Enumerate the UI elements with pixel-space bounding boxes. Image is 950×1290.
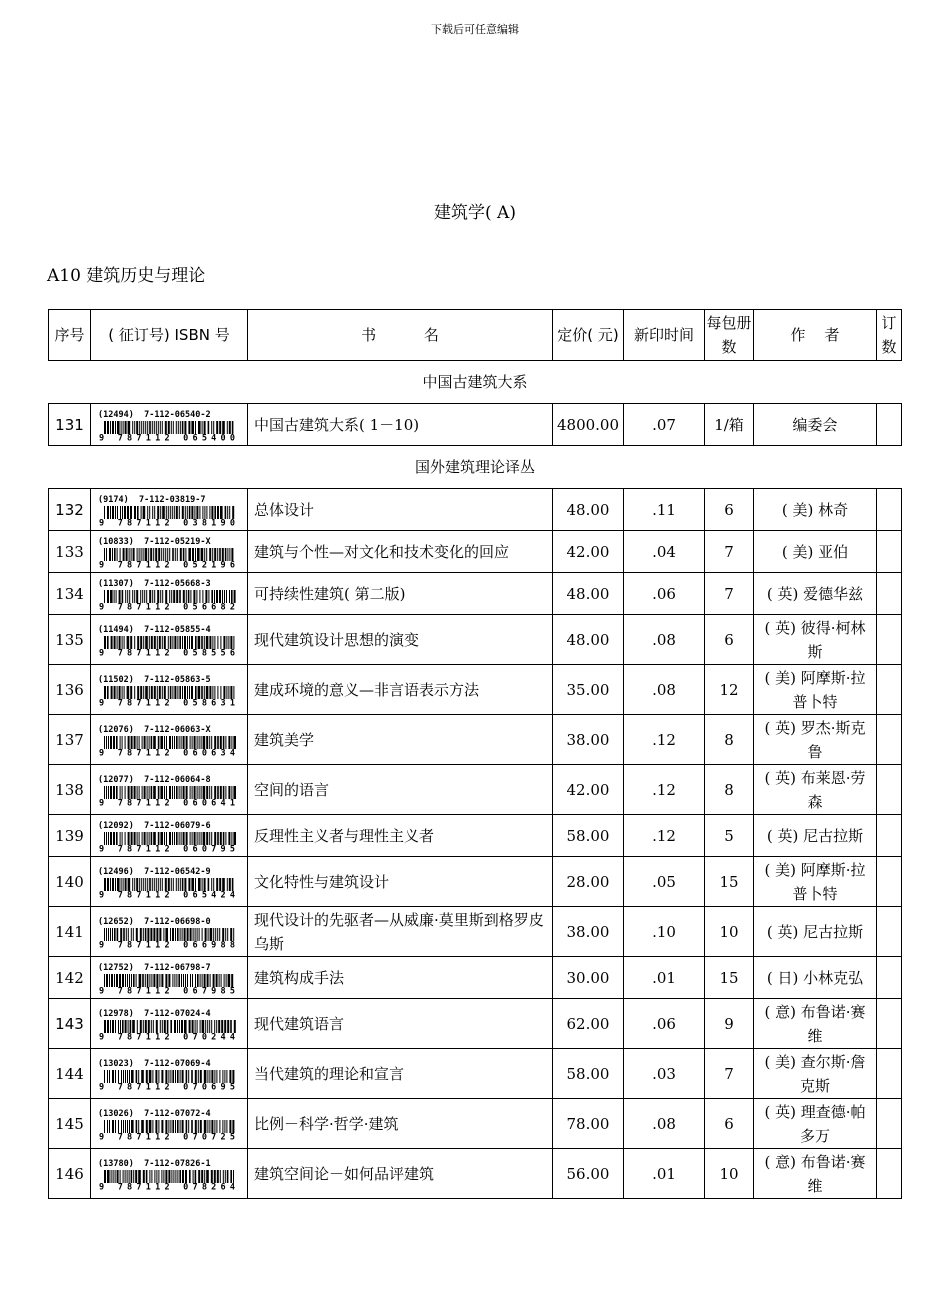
author: ( 英) 彼得·柯林斯	[764, 618, 866, 661]
isbn-number: 7-112-06064-8	[144, 774, 211, 785]
isbn-text	[98, 410, 245, 421]
table-row	[49, 665, 902, 715]
row-number: 142	[49, 957, 91, 999]
barcode-digits: 9 787112 058556	[99, 648, 235, 656]
reprint-date: .06	[624, 573, 705, 615]
isbn-number: 7-112-07826-1	[144, 1158, 211, 1169]
row-number: 132	[49, 489, 91, 531]
order-quantity	[877, 1099, 902, 1149]
book-title: 比例－科学·哲学·建筑	[248, 1099, 553, 1149]
row-number: 143	[49, 999, 91, 1049]
barcode-icon	[98, 548, 238, 568]
pack-quantity: 15	[705, 857, 754, 907]
pack-quantity: 10	[705, 907, 754, 957]
reprint-date: .06	[624, 999, 705, 1049]
order-code: (13780)	[98, 1158, 134, 1169]
author: ( 美) 亚伯	[781, 542, 849, 561]
reprint-date: .08	[624, 1099, 705, 1149]
isbn-number: 7-112-06063-X	[144, 724, 211, 735]
author-cell	[754, 489, 877, 531]
table-row	[49, 765, 902, 815]
author-cell	[754, 573, 877, 615]
table-row	[49, 615, 902, 665]
table-row	[49, 1049, 902, 1099]
isbn-number: 7-112-06079-6	[144, 820, 211, 831]
order-code: (12652)	[98, 916, 134, 927]
isbn-text	[98, 495, 245, 506]
isbn-number: 7-112-03819-7	[138, 494, 206, 505]
book-title: 中国古建筑大系( 1－10)	[248, 404, 553, 446]
group-title: 中国古建筑大系	[49, 361, 902, 404]
price: 28.00	[553, 857, 624, 907]
author: ( 意) 布鲁诺·赛维	[764, 1002, 866, 1045]
reprint-date: .10	[624, 907, 705, 957]
author-cell	[754, 665, 877, 715]
table-row	[49, 907, 902, 957]
order-code: (11307)	[98, 578, 134, 589]
isbn-text	[98, 579, 245, 590]
row-number: 138	[49, 765, 91, 815]
isbn-block	[91, 674, 247, 706]
author-cell	[754, 999, 877, 1049]
barcode-icon	[98, 974, 238, 994]
isbn-block	[91, 1158, 247, 1190]
author-cell	[754, 1099, 877, 1149]
author: ( 英) 爱德华兹	[766, 584, 864, 603]
author: ( 美) 查尔斯·詹克斯	[764, 1052, 866, 1095]
isbn-cell	[91, 615, 248, 665]
barcode-digits: 9 787112 058631	[99, 698, 235, 706]
order-code: (13023)	[98, 1058, 134, 1069]
author-cell	[754, 404, 877, 446]
order-code: (12077)	[98, 774, 134, 785]
barcode-icon	[98, 590, 238, 610]
barcode-icon	[98, 1120, 238, 1140]
reprint-date: .07	[624, 404, 705, 446]
order-quantity	[877, 489, 902, 531]
download-note: 下载后可任意编辑	[431, 23, 519, 36]
barcode-digits: 9 787112 065400	[99, 433, 235, 441]
row-number: 146	[49, 1149, 91, 1199]
barcode-icon	[98, 1070, 238, 1090]
isbn-text	[98, 1009, 245, 1020]
order-code: (12978)	[98, 1008, 134, 1019]
isbn-text	[98, 1059, 245, 1070]
reprint-date: .05	[624, 857, 705, 907]
pack-quantity: 7	[705, 1049, 754, 1099]
order-quantity	[877, 531, 902, 573]
catalog-body	[49, 361, 902, 1199]
isbn-number: 7-112-06542-9	[144, 866, 211, 877]
col-header-price: 定价( 元)	[553, 310, 624, 361]
reprint-date: .11	[624, 489, 705, 531]
isbn-block	[91, 1108, 247, 1140]
barcode-digits: 9 787112 038190	[99, 518, 235, 526]
pack-quantity: 8	[705, 715, 754, 765]
reprint-date: .12	[624, 715, 705, 765]
author-cell	[754, 1049, 877, 1099]
order-quantity	[877, 665, 902, 715]
isbn-block	[91, 1058, 247, 1090]
order-quantity	[877, 765, 902, 815]
isbn-block	[91, 578, 247, 610]
isbn-cell	[91, 1049, 248, 1099]
col-header-isbn: ( 征订号) ISBN 号	[91, 310, 248, 361]
pack-quantity: 9	[705, 999, 754, 1049]
col-header-order: 订数	[877, 310, 902, 361]
barcode-digits: 9 787112 067985	[99, 986, 235, 994]
group-header-row	[49, 361, 902, 404]
isbn-cell	[91, 573, 248, 615]
book-title: 现代设计的先驱者—从威廉·莫里斯到格罗皮乌斯	[248, 907, 553, 957]
table-row	[49, 1149, 902, 1199]
isbn-text	[98, 537, 245, 548]
isbn-block	[91, 409, 247, 441]
book-title: 建筑与个性—对文化和技术变化的回应	[248, 531, 553, 573]
reprint-date: .12	[624, 765, 705, 815]
author: ( 英) 尼古拉斯	[766, 826, 864, 845]
pack-quantity: 7	[705, 531, 754, 573]
isbn-cell	[91, 531, 248, 573]
group-title: 国外建筑理论译丛	[49, 446, 902, 489]
table-row	[49, 957, 902, 999]
author-cell	[754, 907, 877, 957]
author: ( 美) 阿摩斯·拉普卜特	[764, 668, 866, 711]
barcode-icon	[98, 878, 238, 898]
book-title: 可持续性建筑( 第二版)	[248, 573, 553, 615]
isbn-block	[91, 494, 247, 526]
barcode-digits: 9 787112 066988	[99, 940, 235, 948]
barcode-digits: 9 787112 060641	[99, 798, 235, 806]
isbn-text	[98, 821, 245, 832]
row-number: 131	[49, 404, 91, 446]
price: 48.00	[553, 615, 624, 665]
isbn-text	[98, 775, 245, 786]
order-code: (11494)	[98, 624, 134, 635]
row-number: 137	[49, 715, 91, 765]
isbn-block	[91, 774, 247, 806]
author-cell	[754, 715, 877, 765]
row-number: 141	[49, 907, 91, 957]
isbn-number: 7-112-05668-3	[144, 578, 211, 589]
order-quantity	[877, 1049, 902, 1099]
table-row	[49, 489, 902, 531]
book-title: 建成环境的意义—非言语表示方法	[248, 665, 553, 715]
isbn-number: 7-112-05219-X	[144, 536, 211, 547]
section-title: A10 建筑历史与理论	[47, 266, 206, 286]
author-cell	[754, 857, 877, 907]
isbn-block	[91, 536, 247, 568]
isbn-number: 7-112-05863-5	[144, 674, 211, 685]
author: ( 英) 尼古拉斯	[766, 922, 864, 941]
price: 48.00	[553, 573, 624, 615]
isbn-number: 7-112-07024-4	[144, 1008, 211, 1019]
col-header-no: 序号	[49, 310, 91, 361]
price: 48.00	[553, 489, 624, 531]
order-quantity	[877, 715, 902, 765]
pack-quantity: 12	[705, 665, 754, 715]
barcode-icon	[98, 636, 238, 656]
pack-quantity: 6	[705, 615, 754, 665]
price: 58.00	[553, 815, 624, 857]
isbn-text	[98, 867, 245, 878]
barcode-digits: 9 787112 060634	[99, 748, 235, 756]
order-quantity	[877, 999, 902, 1049]
row-number: 136	[49, 665, 91, 715]
order-code: (11502)	[98, 674, 134, 685]
order-code: (12496)	[98, 866, 134, 877]
barcode-digits: 9 787112 070725	[99, 1132, 235, 1140]
author-cell	[754, 615, 877, 665]
header-row	[49, 310, 902, 361]
isbn-text	[98, 675, 245, 686]
pack-quantity: 1/箱	[705, 404, 754, 446]
author: ( 意) 布鲁诺·赛维	[764, 1152, 866, 1195]
reprint-date: .01	[624, 1149, 705, 1199]
isbn-cell	[91, 907, 248, 957]
order-quantity	[877, 857, 902, 907]
reprint-date: .08	[624, 665, 705, 715]
order-code: (13026)	[98, 1108, 134, 1119]
order-code: (12494)	[98, 409, 134, 420]
reprint-date: .12	[624, 815, 705, 857]
pack-quantity: 8	[705, 765, 754, 815]
isbn-cell	[91, 404, 248, 446]
barcode-digits: 9 787112 070695	[99, 1082, 235, 1090]
pack-quantity: 5	[705, 815, 754, 857]
isbn-number: 7-112-06698-0	[144, 916, 211, 927]
price: 58.00	[553, 1049, 624, 1099]
order-quantity	[877, 907, 902, 957]
book-title: 现代建筑语言	[248, 999, 553, 1049]
order-code: (12076)	[98, 724, 134, 735]
isbn-cell	[91, 857, 248, 907]
order-quantity	[877, 957, 902, 999]
isbn-block	[91, 820, 247, 852]
author: ( 英) 罗杰·斯克鲁	[764, 718, 866, 761]
isbn-cell	[91, 765, 248, 815]
isbn-number: 7-112-06798-7	[144, 962, 211, 973]
isbn-block	[91, 724, 247, 756]
isbn-block	[91, 1008, 247, 1040]
pack-quantity: 15	[705, 957, 754, 999]
author: 编委会	[792, 415, 838, 434]
table-row	[49, 999, 902, 1049]
barcode-digits: 9 787112 078264	[99, 1182, 235, 1190]
order-code: (12752)	[98, 962, 134, 973]
isbn-text	[98, 1159, 245, 1170]
author: ( 日) 小林克弘	[766, 968, 864, 987]
author: ( 英) 布莱恩·劳森	[764, 768, 866, 811]
price: 56.00	[553, 1149, 624, 1199]
col-header-name: 书 名	[248, 310, 553, 361]
isbn-text	[98, 917, 245, 928]
barcode-digits: 9 787112 065424	[99, 890, 235, 898]
price: 78.00	[553, 1099, 624, 1149]
book-title: 反理性主义者与理性主义者	[248, 815, 553, 857]
author: ( 美) 林奇	[781, 500, 849, 519]
price: 35.00	[553, 665, 624, 715]
price: 42.00	[553, 531, 624, 573]
barcode-icon	[98, 506, 238, 526]
book-title: 建筑美学	[248, 715, 553, 765]
barcode-icon	[98, 1170, 238, 1190]
barcode-digits: 9 787112 052196	[99, 560, 235, 568]
row-number: 133	[49, 531, 91, 573]
isbn-block	[91, 962, 247, 994]
order-code: (12092)	[98, 820, 134, 831]
pack-quantity: 7	[705, 573, 754, 615]
isbn-cell	[91, 1099, 248, 1149]
author-cell	[754, 957, 877, 999]
table-row	[49, 531, 902, 573]
isbn-number: 7-112-07072-4	[144, 1108, 211, 1119]
order-quantity	[877, 615, 902, 665]
isbn-cell	[91, 489, 248, 531]
col-header-pack: 每包册数	[705, 310, 754, 361]
price: 62.00	[553, 999, 624, 1049]
book-catalog-table	[48, 309, 902, 1199]
reprint-date: .03	[624, 1049, 705, 1099]
barcode-icon	[98, 736, 238, 756]
price: 38.00	[553, 715, 624, 765]
barcode-digits: 9 787112 056682	[99, 602, 235, 610]
reprint-date: .08	[624, 615, 705, 665]
isbn-cell	[91, 1149, 248, 1199]
col-header-date: 新印时间	[624, 310, 705, 361]
isbn-text	[98, 625, 245, 636]
row-number: 145	[49, 1099, 91, 1149]
row-number: 139	[49, 815, 91, 857]
isbn-cell	[91, 957, 248, 999]
isbn-text	[98, 963, 245, 974]
pack-quantity: 6	[705, 489, 754, 531]
book-title: 现代建筑设计思想的演变	[248, 615, 553, 665]
isbn-cell	[91, 665, 248, 715]
table-row	[49, 715, 902, 765]
order-code: (9174)	[98, 494, 129, 505]
book-title: 当代建筑的理论和宣言	[248, 1049, 553, 1099]
barcode-icon	[98, 928, 238, 948]
isbn-number: 7-112-05855-4	[144, 624, 211, 635]
isbn-cell	[91, 715, 248, 765]
row-number: 144	[49, 1049, 91, 1099]
isbn-number: 7-112-06540-2	[144, 409, 211, 420]
book-title: 空间的语言	[248, 765, 553, 815]
barcode-icon	[98, 421, 238, 441]
price: 42.00	[553, 765, 624, 815]
table-row	[49, 404, 902, 446]
book-title: 文化特性与建筑设计	[248, 857, 553, 907]
author-cell	[754, 1149, 877, 1199]
barcode-icon	[98, 686, 238, 706]
row-number: 135	[49, 615, 91, 665]
order-quantity	[877, 1149, 902, 1199]
price: 30.00	[553, 957, 624, 999]
pack-quantity: 6	[705, 1099, 754, 1149]
author: ( 美) 阿摩斯·拉普卜特	[764, 860, 866, 903]
isbn-number: 7-112-07069-4	[144, 1058, 211, 1069]
barcode-icon	[98, 786, 238, 806]
price: 4800.00	[553, 404, 624, 446]
isbn-cell	[91, 815, 248, 857]
table-row	[49, 815, 902, 857]
reprint-date: .01	[624, 957, 705, 999]
barcode-icon	[98, 832, 238, 852]
order-quantity	[877, 404, 902, 446]
isbn-text	[98, 725, 245, 736]
reprint-date: .04	[624, 531, 705, 573]
document-title: 建筑学( A)	[434, 203, 516, 223]
barcode-digits: 9 787112 070244	[99, 1032, 235, 1040]
table-row	[49, 857, 902, 907]
group-header-row	[49, 446, 902, 489]
pack-quantity: 10	[705, 1149, 754, 1199]
book-title: 建筑构成手法	[248, 957, 553, 999]
table-row	[49, 573, 902, 615]
isbn-cell	[91, 999, 248, 1049]
barcode-icon	[98, 1020, 238, 1040]
book-title: 总体设计	[248, 489, 553, 531]
row-number: 134	[49, 573, 91, 615]
isbn-block	[91, 866, 247, 898]
barcode-digits: 9 787112 060795	[99, 844, 235, 852]
isbn-text	[98, 1109, 245, 1120]
author-cell	[754, 815, 877, 857]
col-header-author: 作 者	[754, 310, 877, 361]
isbn-block	[91, 624, 247, 656]
order-quantity	[877, 573, 902, 615]
book-title: 建筑空间论－如何品评建筑	[248, 1149, 553, 1199]
isbn-block	[91, 916, 247, 948]
table-row	[49, 1099, 902, 1149]
author-cell	[754, 531, 877, 573]
price: 38.00	[553, 907, 624, 957]
order-quantity	[877, 815, 902, 857]
row-number: 140	[49, 857, 91, 907]
author-cell	[754, 765, 877, 815]
author: ( 英) 理查德·帕多万	[764, 1102, 866, 1145]
order-code: (10833)	[98, 536, 134, 547]
